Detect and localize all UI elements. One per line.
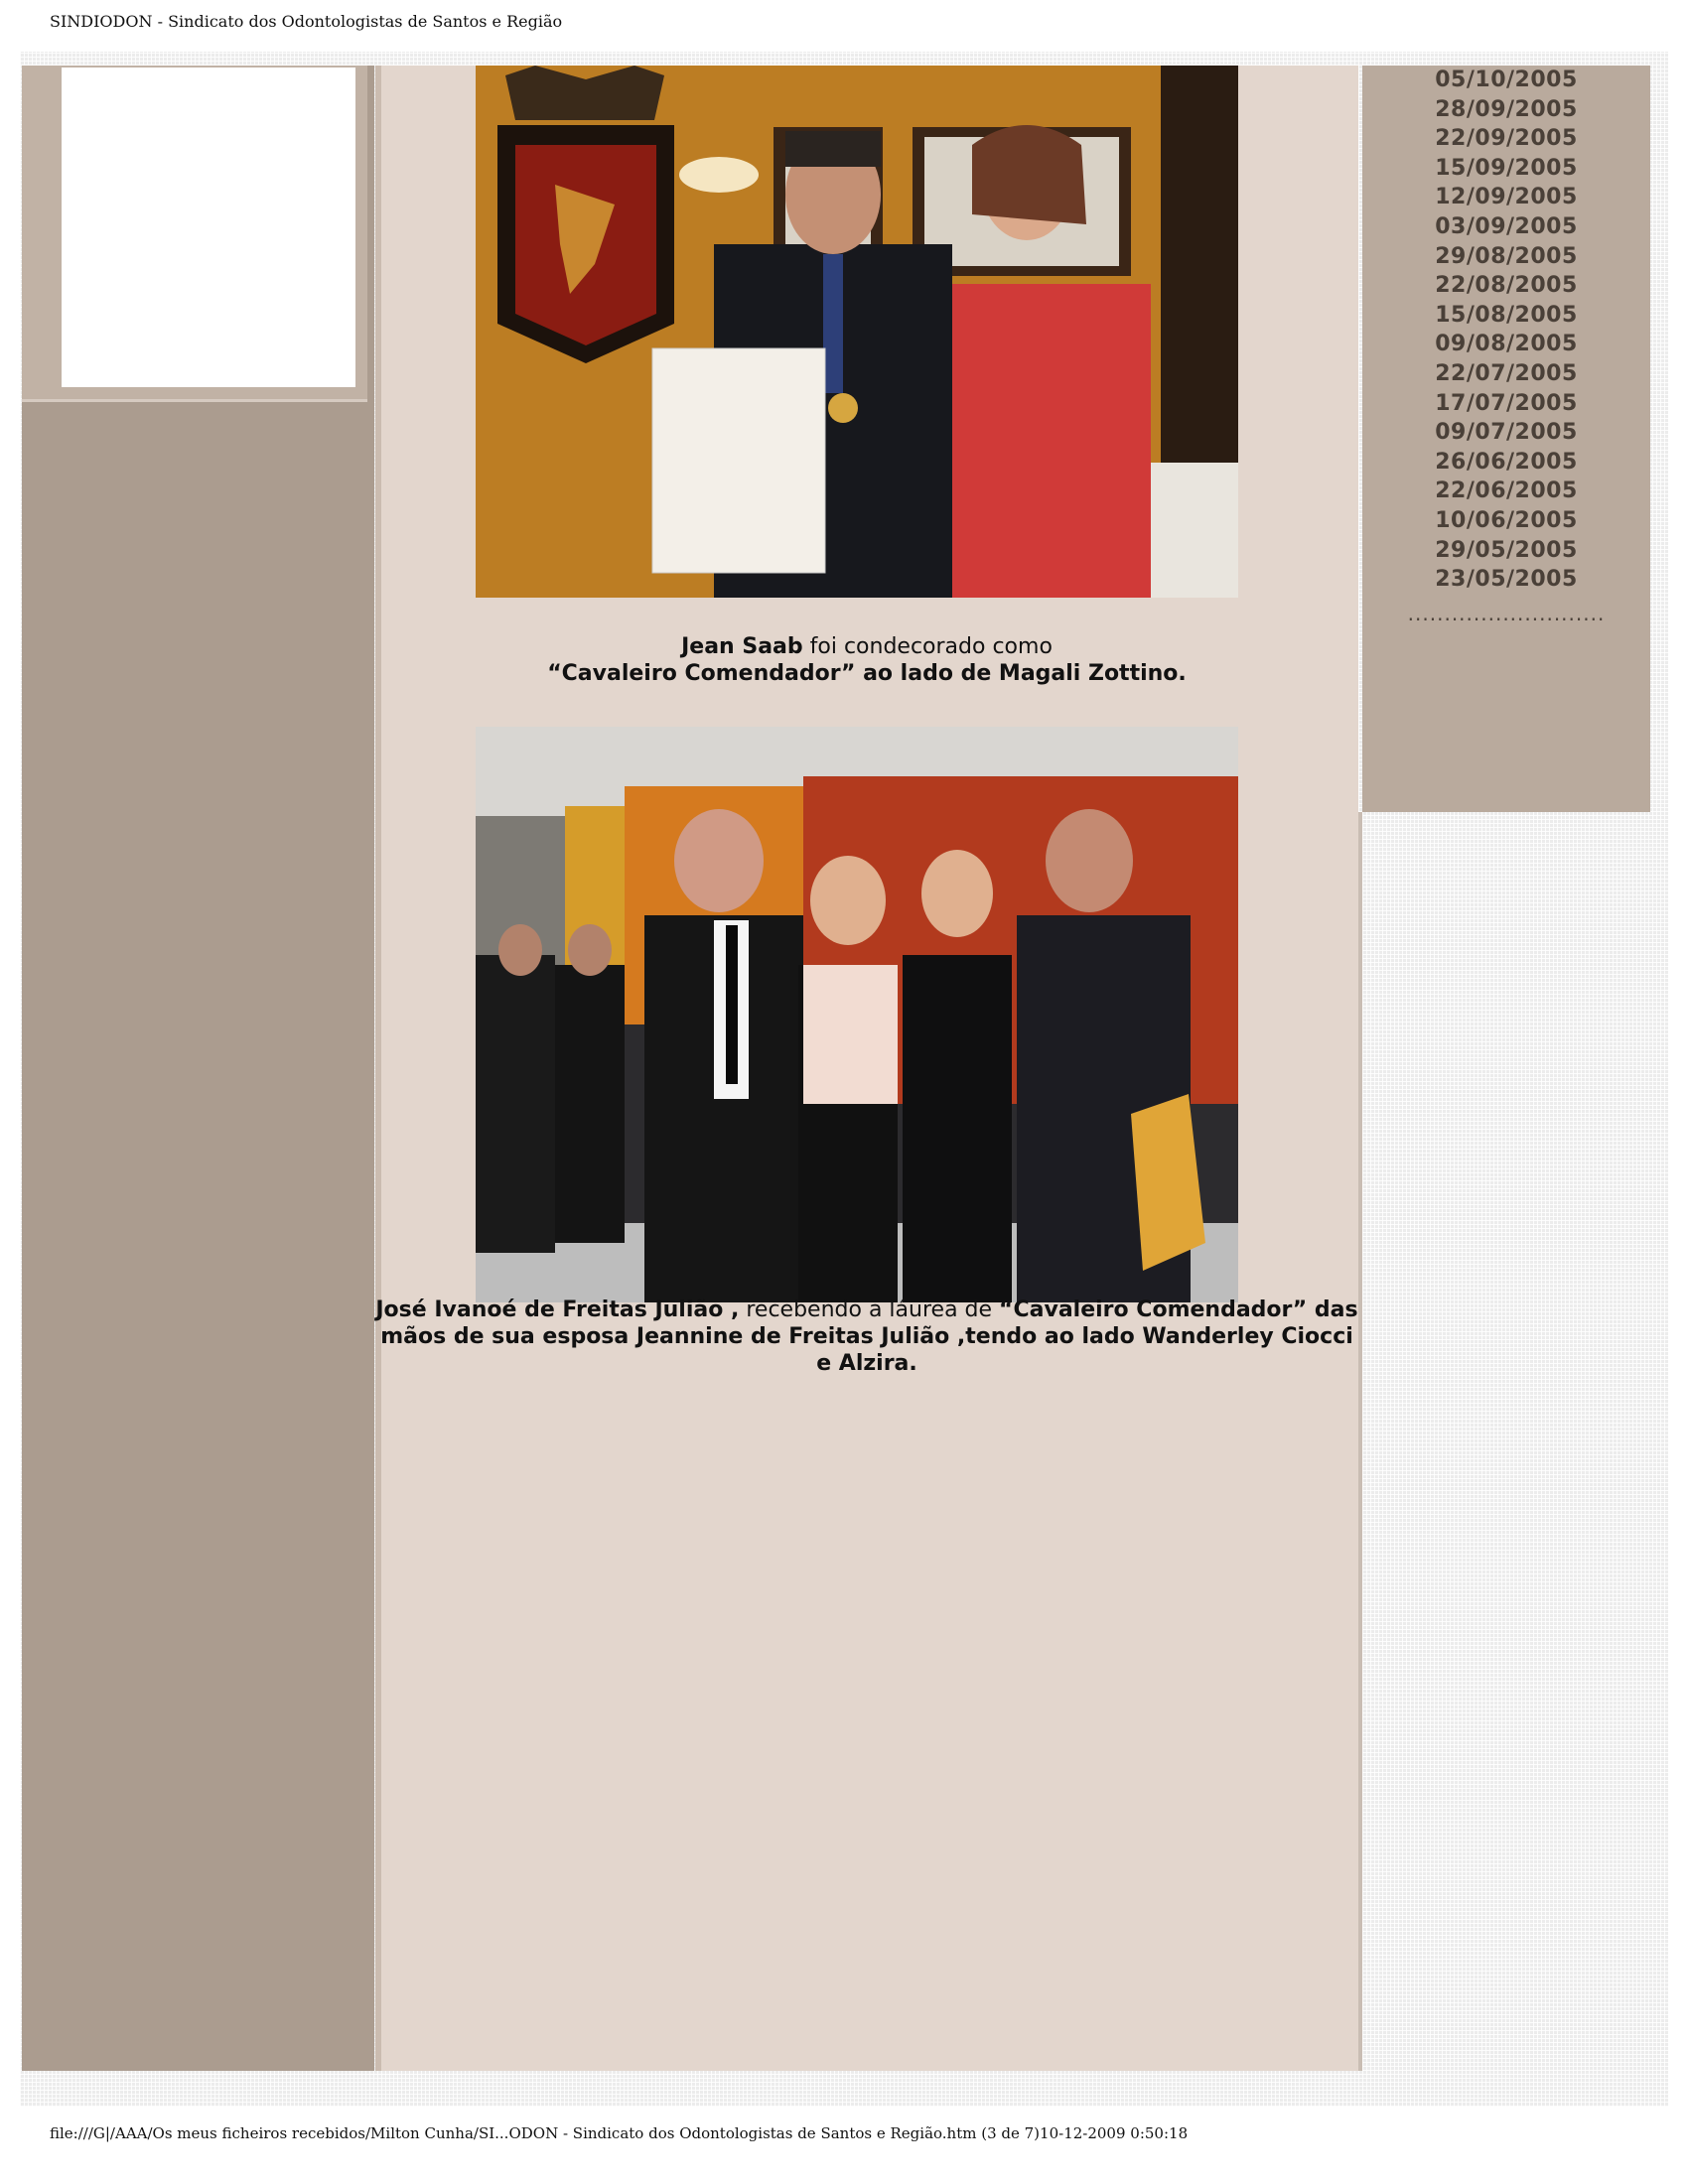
caption-1-title: “Cavaleiro Comendador” ao lado de Magali Zottino.	[547, 661, 1187, 686]
archive-date-link[interactable]: 22/06/2005	[1435, 478, 1578, 504]
archive-date-link[interactable]: 10/06/2005	[1435, 507, 1578, 533]
photo-award-2-caption	[375, 1297, 1358, 1377]
archive-date-link[interactable]: 15/08/2005	[1435, 302, 1578, 328]
photo-award-1-image	[476, 66, 1238, 598]
archive-date-link[interactable]: 17/07/2005	[1435, 390, 1578, 416]
archive-more-link[interactable]: ...........................	[1407, 602, 1606, 625]
caption-1-name: Jean Saab	[681, 634, 803, 659]
archive-date-list	[1362, 66, 1650, 595]
archive-date-link[interactable]: 09/08/2005	[1435, 332, 1578, 357]
main-content	[375, 66, 1358, 2071]
archive-date-link[interactable]: 15/09/2005	[1435, 155, 1578, 181]
archive-date-link[interactable]: 22/07/2005	[1435, 360, 1578, 386]
archive-date-link[interactable]: 03/09/2005	[1435, 213, 1578, 239]
photo-award-2-image	[476, 727, 1238, 1302]
right-sidebar	[1362, 66, 1650, 812]
photo-award-2	[476, 727, 1238, 1302]
caption-2-text: recebendo a láurea de	[739, 1297, 1000, 1322]
archive-date-link[interactable]: 28/09/2005	[1435, 96, 1578, 122]
logo-placeholder	[62, 68, 355, 387]
archive-date-link[interactable]: 22/08/2005	[1435, 273, 1578, 299]
archive-date-link[interactable]: 22/09/2005	[1435, 126, 1578, 152]
archive-date-link[interactable]: 12/09/2005	[1435, 185, 1578, 210]
archive-date-link[interactable]: 05/10/2005	[1435, 68, 1578, 92]
caption-2-title: “Cavaleiro Comendador” das mãos de sua esposa Jeannine de Freitas Julião ,tendo ao lado Wanderley Ciocci e Alzira.	[380, 1297, 1358, 1376]
photo-award-1	[476, 66, 1238, 598]
footer-file-path: file:///G|/AAA/Os meus ficheiros recebidos/Milton Cunha/SI...ODON - Sindicato dos Odontologistas de Santos e Região.htm (3 de 7)10-12-2009 0:50:18	[50, 2124, 1189, 2142]
archive-date-link[interactable]: 26/06/2005	[1435, 449, 1578, 475]
left-sidebar	[22, 66, 374, 2071]
page-title: SINDIODON - Sindicato dos Odontologistas de Santos e Região	[50, 12, 563, 31]
archive-date-link[interactable]: 09/07/2005	[1435, 420, 1578, 446]
photo-award-1-caption	[375, 633, 1358, 687]
content-divider	[375, 66, 381, 2071]
archive-date-link[interactable]: 23/05/2005	[1435, 567, 1578, 593]
right-sidebar-edge	[1358, 812, 1362, 2071]
caption-1-text: foi condecorado como	[802, 634, 1053, 659]
archive-date-link[interactable]: 29/08/2005	[1435, 243, 1578, 269]
caption-2-name: José Ivanoé de Freitas Julião ,	[375, 1297, 740, 1322]
archive-date-link[interactable]: 29/05/2005	[1435, 537, 1578, 563]
left-sidebar-top	[22, 66, 367, 402]
